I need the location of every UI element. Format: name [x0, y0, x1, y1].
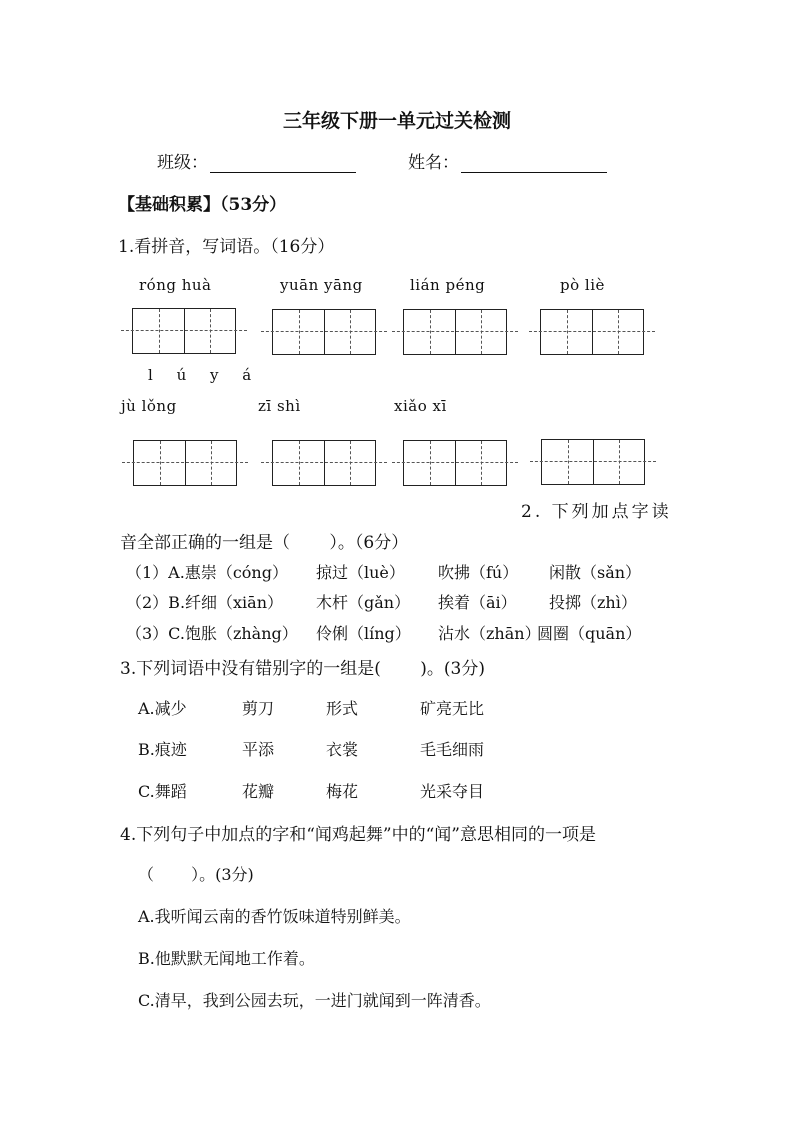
q2-option-1b: 掠过（luè）	[316, 563, 405, 582]
q4-option-c: C.清早，我到公园去玩，一进门就闻到一阵清香。	[138, 991, 491, 1010]
q2-option-1a: （1）A.惠崇（cóng）	[126, 563, 288, 582]
class-blank[interactable]	[210, 154, 356, 173]
tianzige-grid[interactable]	[133, 440, 237, 486]
q1-prompt: 1.看拼音，写词语。（16分）	[118, 237, 335, 257]
q2-option-3d: 圆圈（quān）	[537, 624, 642, 643]
tianzige-grid[interactable]	[541, 439, 645, 485]
page-title: 三年级下册一单元过关检测	[282, 110, 511, 132]
q4-option-b: B.他默默无闻地工作着。	[138, 949, 315, 968]
q2-option-1d: 闲散（sǎn）	[549, 563, 642, 582]
q3-option-c1: C.舞蹈	[138, 782, 187, 801]
name-blank[interactable]	[461, 154, 607, 173]
q3-option-a4: 矿亮无比	[420, 699, 485, 718]
q3-option-a3: 形式	[326, 699, 359, 718]
q3-option-c4: 光采夺目	[420, 782, 485, 801]
q1-pinyin-7: xiǎo xī	[394, 397, 447, 415]
q4-answer-paren: （ ）。(3分)	[138, 865, 254, 884]
q4-prompt: 4.下列句子中加点的字和“闻鸡起舞”中的“闻”意思相同的一项是	[120, 825, 596, 845]
q2-prompt-part2: 音全部正确的一组是（ ）。（6分）	[120, 533, 409, 553]
q3-option-b4: 毛毛细雨	[420, 740, 485, 759]
tianzige-grid[interactable]	[132, 308, 236, 354]
q1-pinyin-2: yuān yāng	[280, 276, 363, 294]
q3-option-b2: 平添	[242, 740, 275, 759]
q4-option-a: A.我听闻云南的香竹饭味道特别鲜美。	[138, 907, 411, 926]
q1-pinyin-1: róng huà	[139, 276, 212, 294]
q1-pinyin-5: jù lǒng	[121, 397, 177, 415]
q3-option-a2: 剪刀	[242, 699, 275, 718]
class-label: 班级：	[157, 153, 208, 173]
q2-option-2b: 木杆（gǎn）	[316, 593, 411, 612]
tianzige-grid[interactable]	[540, 309, 644, 355]
q3-option-b1: B.痕迹	[138, 740, 187, 759]
q3-option-c3: 梅花	[326, 782, 359, 801]
q1-pinyin-6: zī shì	[258, 397, 301, 415]
q2-option-3a: （3）C.饱胀（zhàng）	[126, 624, 298, 643]
q1-stray-pinyin: l ú y á	[148, 366, 252, 384]
q2-option-2d: 投掷（zhì）	[549, 593, 637, 612]
class-field	[157, 148, 356, 173]
q2-option-2a: （2）B.纤细（xiān）	[126, 593, 284, 612]
section-heading: 【基础积累】（53分）	[118, 195, 287, 215]
q2-option-2c: 挨着（āi）	[438, 593, 517, 612]
q1-pinyin-3: lián péng	[410, 276, 486, 294]
tianzige-grid[interactable]	[403, 440, 507, 486]
q2-option-3b: 伶俐（líng）	[316, 624, 411, 643]
q1-pinyin-4: pò liè	[560, 276, 605, 294]
q3-option-c2: 花瓣	[242, 782, 275, 801]
q3-prompt: 3.下列词语中没有错别字的一组是( )。(3分)	[120, 659, 485, 679]
tianzige-grid[interactable]	[403, 309, 507, 355]
q2-option-1c: 吹拂（fú）	[438, 563, 519, 582]
q2-prompt-part1: 2. 下列加点字读	[521, 502, 672, 522]
name-label: 姓名：	[408, 153, 459, 173]
tianzige-grid[interactable]	[272, 309, 376, 355]
q2-option-3c: 沾水（zhān）	[438, 624, 541, 643]
q3-option-b3: 衣裳	[326, 740, 359, 759]
name-field	[408, 148, 607, 173]
tianzige-grid[interactable]	[272, 440, 376, 486]
q3-option-a1: A.减少	[138, 699, 187, 718]
